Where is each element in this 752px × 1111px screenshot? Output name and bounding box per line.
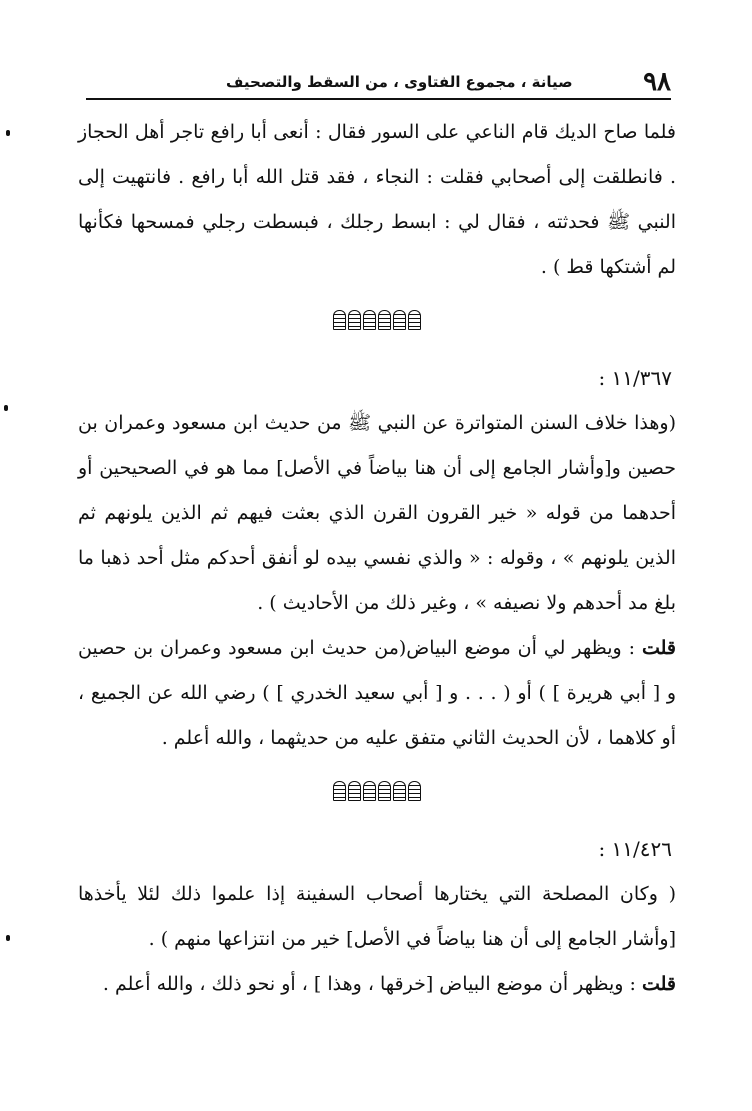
commentary-paragraph xyxy=(78,962,676,1007)
commentary-text: : ويظهر لي أن موضع البياض(من حديث ابن مسعود وعمران بن حصين و [ أبي هريرة ] ) أو ( . . . و [ أبي سعيد الخدري ] ) رضي الله عن الجميع ، أو كلاهما ، لأن الحديث الثاني متفق عليه من حديثهما ، والله أعلم . xyxy=(78,637,676,749)
quoted-text-paragraph: ( وكان المصلحة التي يختارها أصحاب السفينة إذا علموا ذلك لئلا يأخذها [وأشار الجامع إلى أن هنا بياضاً في الأصل] خير من انتزاعها منهم ) . xyxy=(78,883,676,950)
scan-mark xyxy=(6,130,10,136)
section-divider xyxy=(78,771,676,811)
ornament-divider-icon xyxy=(333,781,421,801)
volume-page-reference: ١١/٣٦٧ : xyxy=(598,366,672,390)
page-body xyxy=(78,110,676,1007)
volume-page-reference: ١١/٤٢٦ : xyxy=(598,837,672,861)
running-title: صيانة ، مجموع الفتاوى ، من السقط والتصحيف xyxy=(226,73,573,91)
qult-label: قلت xyxy=(641,637,676,659)
quoted-text-paragraph: (وهذا خلاف السنن المتواترة عن النبي ﷺ من حديث ابن مسعود وعمران بن حصين و[وأشار الجامع إلى أن هنا بياضاً في الأصل] مما هو في الصحيحين أو أحدهما من قوله « خير القرون القرن الذي بعثت فيهم ثم الذين يلونهم ثم الذين يلونهم » ، وقوله : « والذي نفسي بيده لو أنفق أحدكم مثل أحد ذهبا ما بلغ مد أحدهم ولا نصيفه » ، وغير ذلك من الأحاديث ) . xyxy=(78,412,676,614)
page-number: ٩٨ xyxy=(643,67,671,97)
qult-label: قلت xyxy=(641,973,676,995)
scan-mark xyxy=(6,935,10,941)
ornament-divider-icon xyxy=(333,310,421,330)
commentary-text: : ويظهر أن موضع البياض [خرقها ، وهذا ] ، أو نحو ذلك ، والله أعلم . xyxy=(102,973,636,995)
section-divider xyxy=(78,300,676,340)
narration-paragraph: فلما صاح الديك قام الناعي على السور فقال : أنعى أبا رافع تاجر أهل الحجاز . فانطلقت إلى أصحابي فقلت : النجاء ، فقد قتل الله أبا رافع . فانتهيت إلى النبي ﷺ فحدثته ، فقال لي : ابسط رجلك ، فبسطت رجلي فمسحها فكأنها لم أشتكها قط ) . xyxy=(78,121,676,278)
commentary-paragraph xyxy=(78,626,676,761)
scan-mark xyxy=(4,405,8,411)
page-header xyxy=(86,62,671,100)
